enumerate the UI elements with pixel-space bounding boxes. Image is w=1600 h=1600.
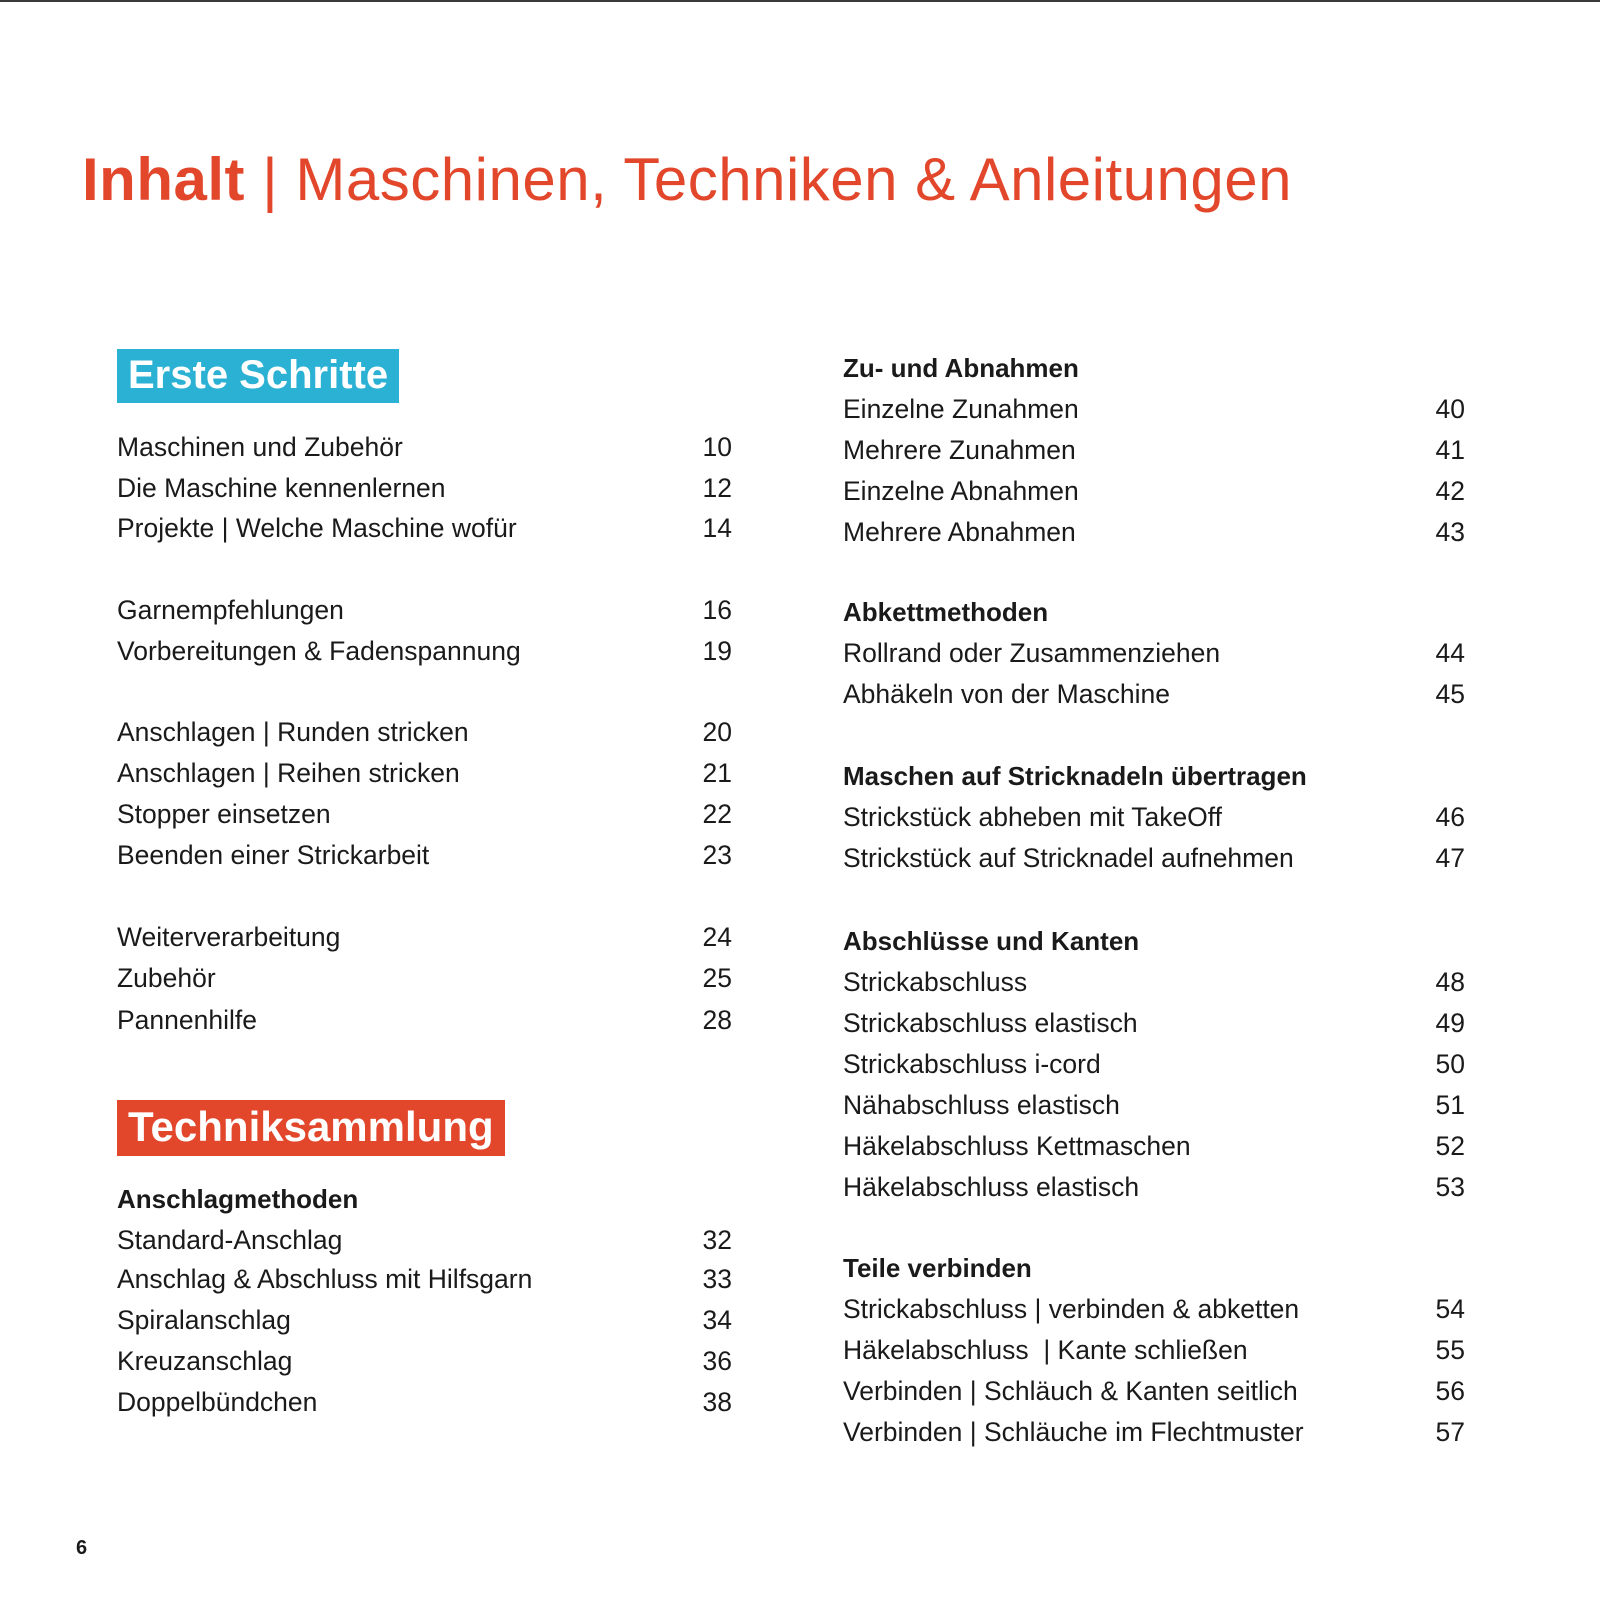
toc-entry-page: 20 — [702, 717, 732, 747]
toc-entry[interactable] — [843, 845, 1465, 872]
toc-entry-page: 44 — [1435, 638, 1465, 668]
toc-entry-label: Beenden einer Strickarbeit — [117, 840, 430, 870]
subsection-heading-abkettmethoden: Abkettmethoden — [843, 597, 1049, 627]
toc-entry-page: 36 — [702, 1346, 732, 1376]
toc-entry[interactable] — [843, 1010, 1465, 1037]
toc-entry-page: 42 — [1435, 476, 1465, 506]
subsection-heading-anschlagmethoden: Anschlagmethoden — [117, 1184, 359, 1214]
subsection-heading-zu-und-abnahmen: Zu- und Abnahmen — [843, 353, 1079, 383]
toc-entry-page: 21 — [702, 758, 732, 788]
toc-entry-page: 45 — [1435, 679, 1465, 709]
toc-entry[interactable] — [843, 1419, 1465, 1446]
toc-entry-page: 40 — [1435, 394, 1465, 424]
toc-entry[interactable] — [117, 1389, 732, 1416]
toc-entry[interactable] — [117, 842, 732, 869]
toc-entry[interactable] — [117, 638, 732, 665]
toc-entry-label: Strickabschluss i-cord — [843, 1049, 1101, 1079]
toc-entry[interactable] — [117, 1307, 732, 1334]
toc-entry-label: Projekte | Welche Maschine wofür — [117, 513, 517, 543]
toc-entry-label: Standard-Anschlag — [117, 1225, 343, 1255]
subsection-heading-teile-verbinden: Teile verbinden — [843, 1253, 1032, 1283]
toc-entry-label: Einzelne Zunahmen — [843, 394, 1079, 424]
toc-entry-page: 55 — [1435, 1335, 1465, 1365]
toc-entry-page: 19 — [702, 636, 732, 666]
toc-entry-page: 25 — [702, 963, 732, 993]
section-badge-techniksammlung: Techniksammlung — [117, 1100, 505, 1156]
subsection-heading-maschen-uebertragen: Maschen auf Stricknadeln übertragen — [843, 761, 1307, 791]
toc-entry[interactable] — [117, 965, 732, 992]
toc-entry[interactable] — [117, 801, 732, 828]
toc-entry-label: Spiralanschlag — [117, 1305, 291, 1335]
toc-entry[interactable] — [843, 1174, 1465, 1201]
toc-entry[interactable] — [117, 719, 732, 746]
toc-entry-label: Häkelabschluss Kettmaschen — [843, 1131, 1191, 1161]
toc-entry-page: 22 — [702, 799, 732, 829]
toc-entry[interactable] — [843, 1296, 1465, 1323]
toc-entry-page: 53 — [1435, 1172, 1465, 1202]
toc-entry-label: Garnempfehlungen — [117, 595, 344, 625]
toc-entry-page: 33 — [702, 1264, 732, 1294]
toc-entry[interactable] — [117, 475, 732, 502]
toc-entry-label: Strickstück auf Stricknadel aufnehmen — [843, 843, 1294, 873]
toc-entry[interactable] — [117, 760, 732, 787]
toc-entry[interactable] — [117, 924, 732, 951]
subsection-heading-abschluesse-und-kanten: Abschlüsse und Kanten — [843, 926, 1140, 956]
toc-entry-page: 32 — [702, 1225, 732, 1255]
toc-entry-page: 28 — [702, 1005, 732, 1035]
toc-entry-label: Strickabschluss | verbinden & abketten — [843, 1294, 1300, 1324]
toc-entry-page: 16 — [702, 595, 732, 625]
toc-entry[interactable] — [117, 1007, 732, 1034]
toc-entry-label: Strickstück abheben mit TakeOff — [843, 802, 1223, 832]
toc-entry[interactable] — [117, 1266, 732, 1293]
toc-entry-label: Die Maschine kennenlernen — [117, 473, 446, 503]
top-rule — [0, 0, 1600, 2]
toc-entry[interactable] — [843, 478, 1465, 505]
toc-entry[interactable] — [843, 396, 1465, 423]
toc-entry[interactable] — [117, 1348, 732, 1375]
section-badge-erste-schritte: Erste Schritte — [117, 349, 399, 403]
toc-entry[interactable] — [117, 434, 732, 461]
toc-entry-label: Verbinden | Schläuche im Flechtmuster — [843, 1417, 1304, 1447]
page-number: 6 — [76, 1537, 88, 1559]
toc-entry[interactable] — [117, 1227, 732, 1254]
toc-entry[interactable] — [843, 1133, 1465, 1160]
toc-entry-page: 56 — [1435, 1376, 1465, 1406]
toc-entry-label: Pannenhilfe — [117, 1005, 257, 1035]
toc-entry[interactable] — [843, 437, 1465, 464]
toc-entry[interactable] — [843, 681, 1465, 708]
toc-entry-page: 24 — [702, 922, 732, 952]
toc-entry-label: Vorbereitungen & Fadenspannung — [117, 636, 521, 666]
toc-entry[interactable] — [843, 969, 1465, 996]
toc-entry-label: Häkelabschluss | Kante schließen — [843, 1335, 1248, 1365]
toc-entry-page: 14 — [702, 513, 732, 543]
toc-entry-label: Stopper einsetzen — [117, 799, 331, 829]
toc-entry-page: 34 — [702, 1305, 732, 1335]
page-title — [82, 146, 1292, 213]
toc-entry[interactable] — [843, 804, 1465, 831]
toc-entry-page: 47 — [1435, 843, 1465, 873]
toc-entry-label: Nähabschluss elastisch — [843, 1090, 1120, 1120]
toc-entry-page: 54 — [1435, 1294, 1465, 1324]
toc-entry-label: Mehrere Zunahmen — [843, 435, 1076, 465]
toc-entry-page: 41 — [1435, 435, 1465, 465]
toc-entry-label: Einzelne Abnahmen — [843, 476, 1079, 506]
toc-entry-label: Anschlagen | Runden stricken — [117, 717, 469, 747]
toc-entry-label: Abhäkeln von der Maschine — [843, 679, 1171, 709]
toc-entry-label: Kreuzanschlag — [117, 1346, 293, 1376]
toc-entry[interactable] — [843, 1092, 1465, 1119]
page-title-bold: Inhalt — [82, 146, 245, 213]
toc-entry[interactable] — [843, 1051, 1465, 1078]
toc-entry-label: Mehrere Abnahmen — [843, 517, 1076, 547]
toc-entry[interactable] — [843, 640, 1465, 667]
toc-entry-label: Zubehör — [117, 963, 216, 993]
toc-entry-label: Strickabschluss — [843, 967, 1028, 997]
toc-entry-label: Anschlagen | Reihen stricken — [117, 758, 460, 788]
toc-entry-page: 50 — [1435, 1049, 1465, 1079]
toc-entry[interactable] — [117, 515, 732, 542]
toc-entry-page: 48 — [1435, 967, 1465, 997]
toc-entry-label: Maschinen und Zubehör — [117, 432, 403, 462]
toc-entry-page: 12 — [702, 473, 732, 503]
toc-entry-label: Anschlag & Abschluss mit Hilfsgarn — [117, 1264, 533, 1294]
toc-entry-label: Weiterverarbeitung — [117, 922, 341, 952]
toc-entry-page: 57 — [1435, 1417, 1465, 1447]
toc-entry-page: 38 — [702, 1387, 732, 1417]
toc-entry-page: 46 — [1435, 802, 1465, 832]
toc-entry-label: Verbinden | Schläuch & Kanten seitlich — [843, 1376, 1298, 1406]
toc-entry-page: 51 — [1435, 1090, 1465, 1120]
toc-entry-page: 43 — [1435, 517, 1465, 547]
toc-entry-page: 23 — [702, 840, 732, 870]
toc-entry-label: Häkelabschluss elastisch — [843, 1172, 1140, 1202]
toc-entry-page: 10 — [702, 432, 732, 462]
toc-entry-label: Doppelbündchen — [117, 1387, 318, 1417]
toc-entry[interactable] — [117, 597, 732, 624]
toc-entry-label: Rollrand oder Zusammenziehen — [843, 638, 1221, 668]
toc-entry-label: Strickabschluss elastisch — [843, 1008, 1138, 1038]
toc-entry[interactable] — [843, 1378, 1465, 1405]
toc-entry[interactable] — [843, 1337, 1465, 1364]
page-title-rest: | Maschinen, Techniken & Anleitungen — [245, 146, 1292, 213]
toc-entry[interactable] — [843, 519, 1465, 546]
toc-entry-page: 52 — [1435, 1131, 1465, 1161]
toc-entry-page: 49 — [1435, 1008, 1465, 1038]
